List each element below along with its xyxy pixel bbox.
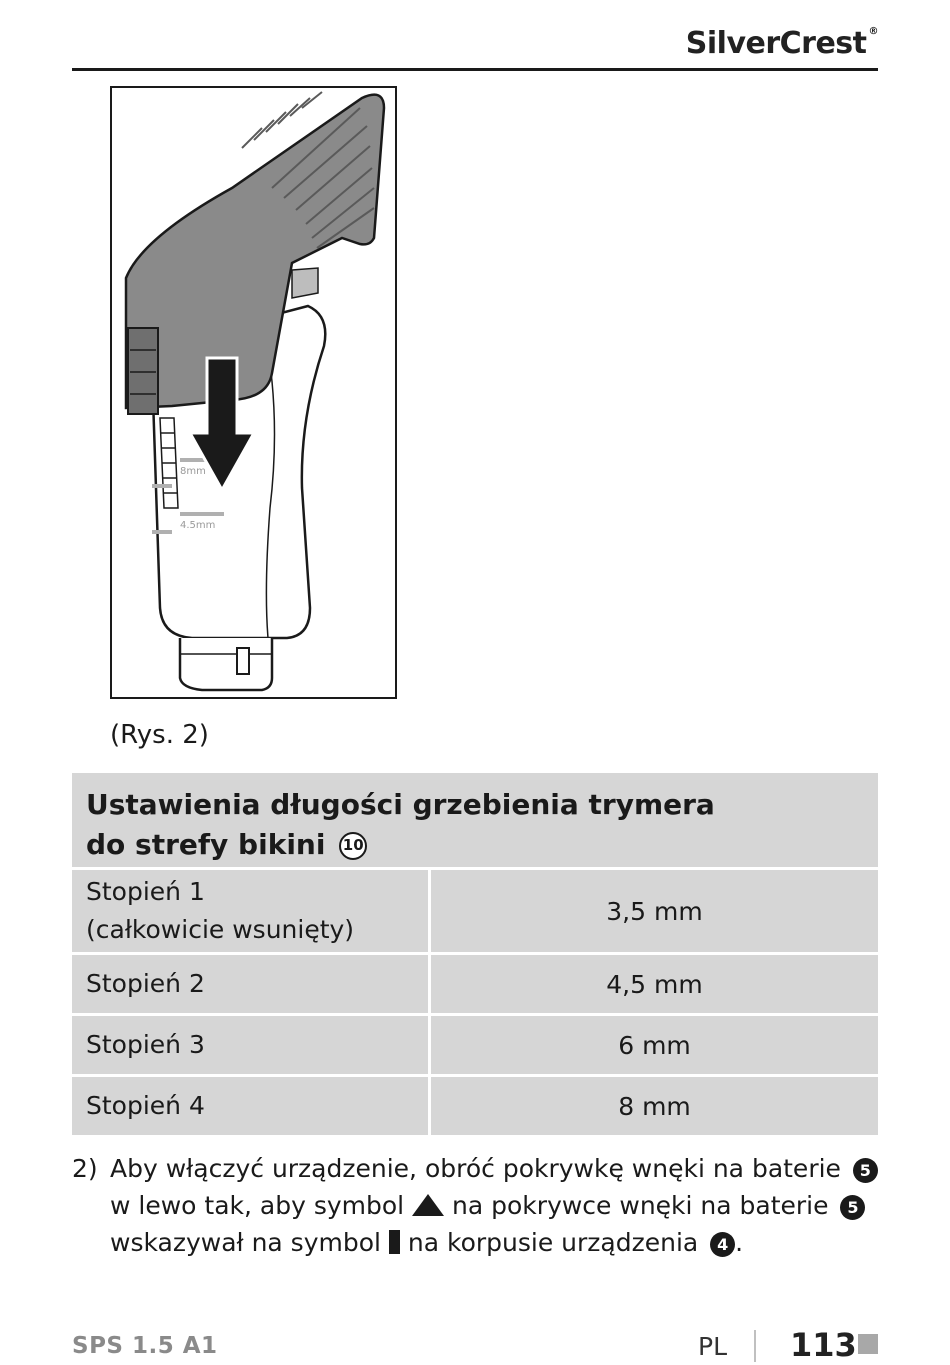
table-header	[72, 773, 878, 867]
table-row	[72, 870, 878, 952]
footer-model: SPS 1.5 A1	[72, 1333, 218, 1359]
table-title-line1: Ustawienia długości grzebienia trymera	[86, 788, 715, 821]
footer-language: PL	[698, 1332, 728, 1361]
footer-square-icon	[858, 1334, 878, 1354]
triangle-symbol-icon	[412, 1194, 444, 1216]
level-label: Stopień 4	[72, 1077, 428, 1135]
length-value: 6 mm	[431, 1016, 878, 1074]
level-note: (całkowicie wsunięty)	[86, 915, 355, 944]
length-settings-table	[72, 773, 878, 1135]
figure-trimmer-comb	[110, 86, 397, 699]
table-row	[72, 955, 878, 1013]
ref-number-4: 4	[710, 1232, 735, 1257]
trimmer-illustration	[112, 88, 395, 697]
level-label: Stopień 2	[72, 955, 428, 1013]
step-line1: Aby włączyć urządzenie, obróć pokrywkę wnęki na baterie	[110, 1154, 841, 1183]
step-number: 2)	[72, 1154, 98, 1183]
ref-number-5: 5	[853, 1158, 878, 1183]
ref-number-10: 10	[339, 832, 367, 860]
length-value: 4,5 mm	[431, 955, 878, 1013]
step-line3-pre: wskazywał na symbol	[110, 1228, 381, 1257]
instruction-step-2	[72, 1150, 878, 1261]
bar-symbol-icon	[389, 1230, 400, 1254]
footer-divider	[754, 1330, 756, 1362]
table-title-line2: do strefy bikini	[86, 828, 326, 861]
page-number: 113	[790, 1326, 857, 1364]
ref-number-5: 5	[840, 1195, 865, 1220]
step-line3-post: na korpusie urządzenia	[407, 1228, 699, 1257]
step-line2-pre: w lewo tak, aby symbol	[110, 1191, 405, 1220]
table-row	[72, 1016, 878, 1074]
scale-label-8mm: 8mm	[180, 466, 206, 477]
length-value: 8 mm	[431, 1077, 878, 1135]
step-line3-end: .	[735, 1228, 744, 1257]
scale-label-4-5mm: 4.5mm	[180, 520, 216, 531]
step-line2-post: na pokrywce wnęki na baterie	[452, 1191, 829, 1220]
brand-logo: SilverCrest ®	[685, 26, 878, 61]
level-label: Stopień 3	[72, 1016, 428, 1074]
table-row	[72, 1077, 878, 1135]
header-rule	[72, 68, 878, 71]
figure-caption: (Rys. 2)	[110, 720, 209, 750]
length-value: 3,5 mm	[431, 870, 878, 952]
level-label: Stopień 1	[86, 877, 205, 906]
